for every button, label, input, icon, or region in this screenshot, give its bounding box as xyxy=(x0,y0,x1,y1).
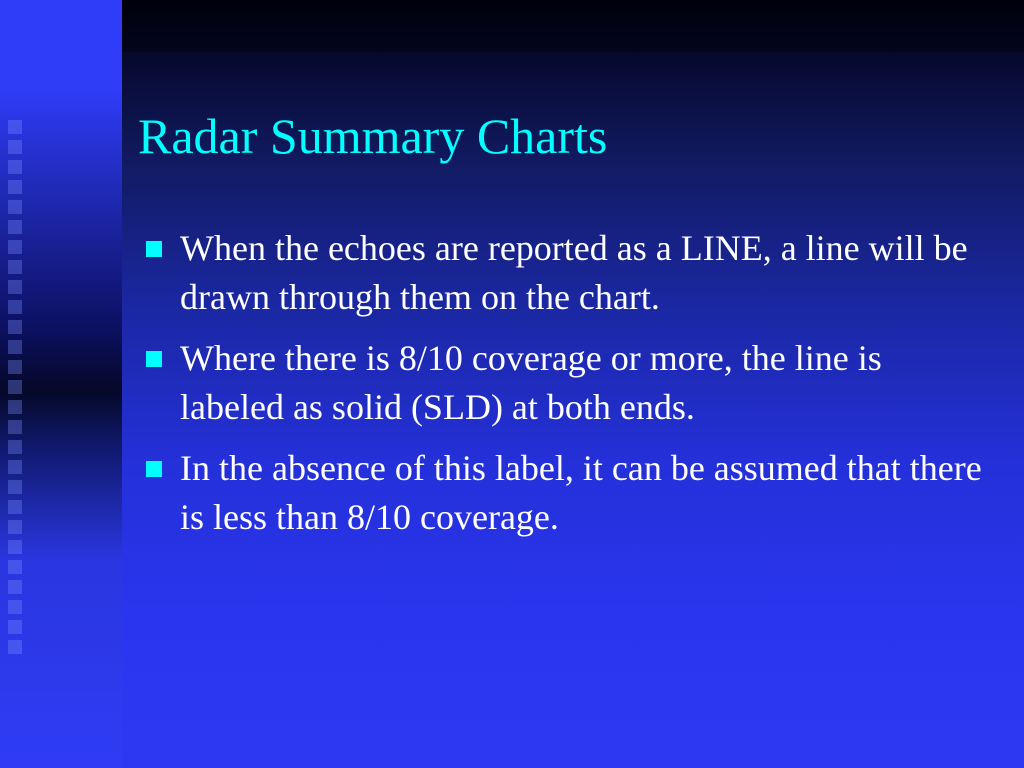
decorative-square xyxy=(8,540,22,554)
bullet-text: In the absence of this label, it can be assumed that there is less than 8/10 coverage. xyxy=(180,448,982,537)
decorative-square xyxy=(8,240,22,254)
decorative-square xyxy=(8,600,22,614)
bullet-item xyxy=(142,444,982,541)
decorative-square xyxy=(8,220,22,234)
decorative-square xyxy=(8,280,22,294)
decorative-square xyxy=(8,420,22,434)
decorative-square xyxy=(8,380,22,394)
bullet-item xyxy=(142,224,982,321)
square-bullet-icon xyxy=(146,351,162,367)
decorative-square xyxy=(8,300,22,314)
bullet-text: When the echoes are reported as a LINE, a line will be drawn through them on the chart. xyxy=(180,228,968,317)
decorative-square xyxy=(8,160,22,174)
top-dark-band xyxy=(122,0,1024,52)
decorative-square xyxy=(8,200,22,214)
square-bullet-icon xyxy=(146,461,162,477)
decorative-square xyxy=(8,460,22,474)
bullet-text: Where there is 8/10 coverage or more, the line is labeled as solid (SLD) at both ends. xyxy=(180,338,882,427)
decorative-square xyxy=(8,400,22,414)
decorative-square xyxy=(8,340,22,354)
decorative-square xyxy=(8,620,22,634)
decorative-square xyxy=(8,320,22,334)
decorative-square xyxy=(8,140,22,154)
decorative-square xyxy=(8,440,22,454)
decorative-square xyxy=(8,560,22,574)
decorative-square xyxy=(8,480,22,494)
left-decorative-strip xyxy=(0,0,122,768)
slide-title: Radar Summary Charts xyxy=(138,108,608,164)
square-bullet-icon xyxy=(146,241,162,257)
decorative-squares xyxy=(8,120,28,660)
bullet-list xyxy=(142,224,982,554)
decorative-square xyxy=(8,580,22,594)
decorative-square xyxy=(8,180,22,194)
decorative-square xyxy=(8,360,22,374)
decorative-square xyxy=(8,260,22,274)
decorative-square xyxy=(8,520,22,534)
decorative-square xyxy=(8,640,22,654)
decorative-square xyxy=(8,120,22,134)
decorative-square xyxy=(8,500,22,514)
bullet-item xyxy=(142,334,982,431)
